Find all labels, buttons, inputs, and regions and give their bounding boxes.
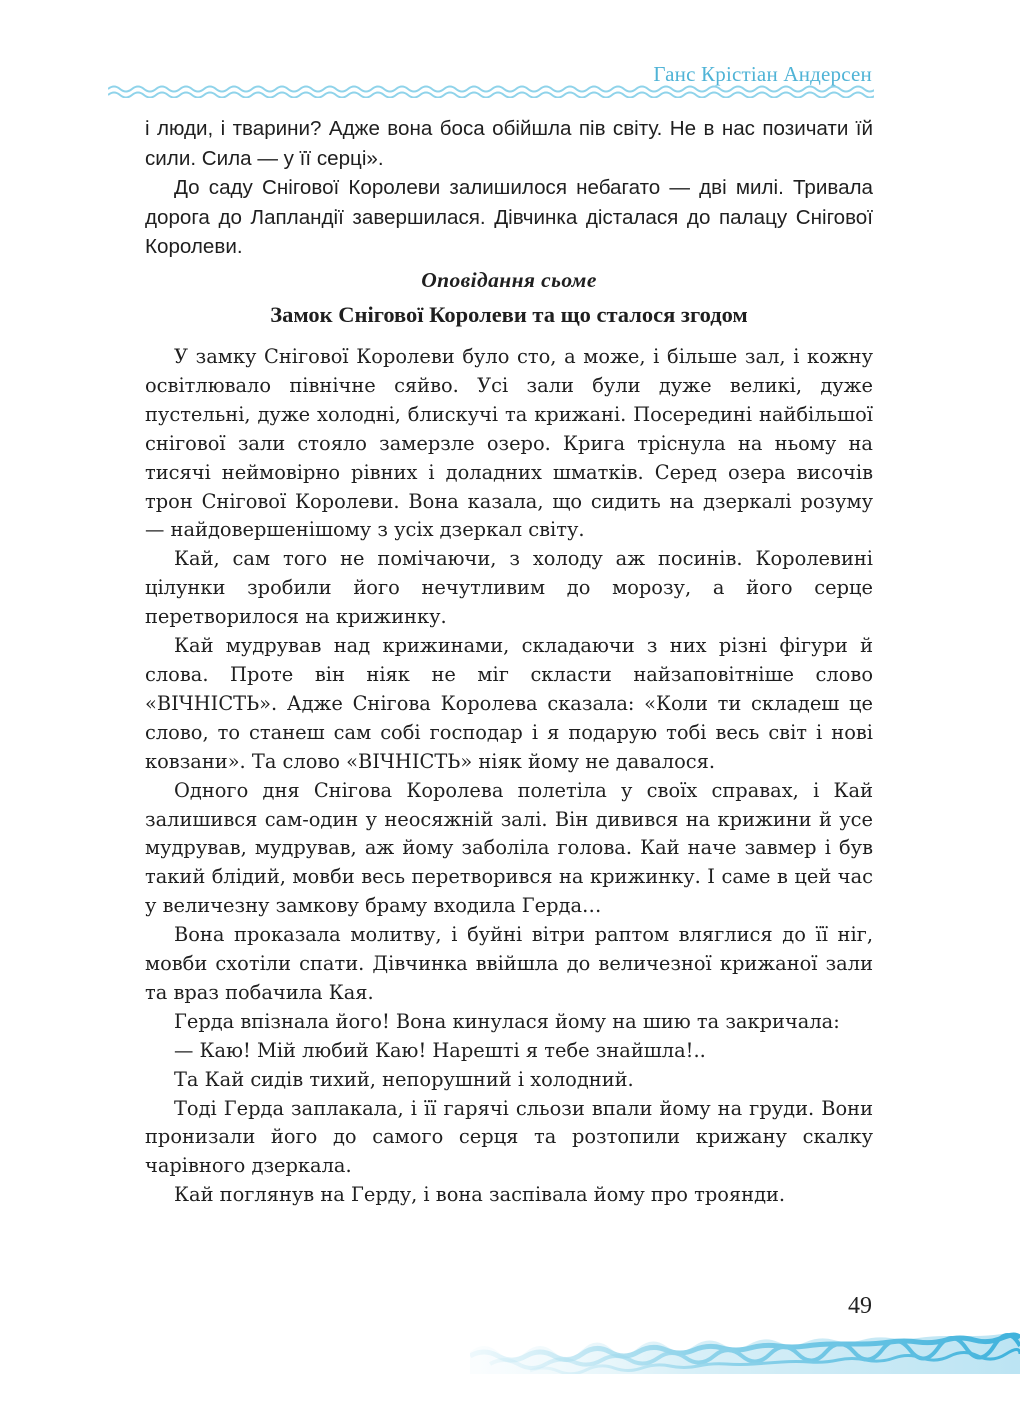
story-paragraph-10: Кай поглянув на Герду, і вона заспівала йому про троянди. (174, 1183, 786, 1207)
running-header-author: Ганс Крістіан Андерсен (653, 62, 872, 86)
story-paragraph-6: Герда впізнала його! Вона кинулася йому на шию та закричала: (174, 1009, 840, 1033)
story-paragraph-9: Тоді Герда заплакала, і її гарячі сльози впали йому на груди. Вони пронизали його до самого серця та розтопили крижану скалку чарівного дзеркала. (145, 1096, 873, 1178)
story-subtitle: Оповідання сьоме (421, 268, 597, 292)
story-paragraph-5: Вона проказала молитву, і буйні вітри раптом вляглися до її ніг, мовби схотіли спати. Дівчинка ввійшла до величезної крижаної зали та враз побачила Кая. (145, 923, 873, 1004)
header-wave-decoration (108, 84, 874, 98)
story-paragraph-4: Одного дня Снігова Королева полетіла у своїх справах, і Кай залишився сам-один у неосяжній залі. Він дивився на крижини й усе мудрував, мудрував, аж йому заболіла голова. Кай наче завмер і був такий блідий, мовби весь перетворився на крижинку. І саме в цей час у величезну замкову браму входила Герда… (145, 778, 873, 918)
intro-paragraph-2: До саду Снігової Королеви залишилося небагато — дві милі. Тривала дорога до Лапландії завершилася. Дівчинка дісталася до палацу Снігової Королеви. (145, 176, 873, 258)
story-paragraph-8: Та Кай сидів тихий, непорушний і холодний. (174, 1067, 634, 1091)
page-number: 49 (848, 1293, 872, 1319)
story-paragraph-3: Кай мудрував над крижинами, складаючи з них різні фігури й слова. Проте він ніяк не міг скласти найзаповітніше слово «ВІЧНІСТЬ». Адже Снігова Королева сказала: «Коли ти складеш це слово, то станеш сам собі господар і я подарую тобі весь світ і нові ковзани». Та слово «ВІЧНІСТЬ» ніяк йому не давалося. (145, 634, 873, 773)
footer-wave-decoration (470, 1330, 1020, 1374)
story-paragraph-2: Кай, сам того не помічаючи, з холоду аж посинів. Королевині цілунки зробили його нечутливим до морозу, а його серце перетворилося на крижинку. (145, 547, 873, 629)
intro-text (145, 114, 873, 262)
story-paragraph-7: — Каю! Мій любий Каю! Нарешті я тебе знайшла!.. (174, 1038, 706, 1062)
story-paragraph-1: У замку Снігової Королеви було сто, а може, і більше зал, і кожну освітлювало північне сяйво. Усі зали були дуже великі, дуже пустельні, дуже холодні, блискучі та крижані. Посередині найбільшої снігової зали стояло замерзле озеро. Крига тріснула на ньому на тисячі неймовірно рівних і доладних шматків. Серед озера височів трон Снігової Королеви. Вона казала, що сидить на дзеркалі розуму — найдовершенішому з усіх дзеркал світу. (145, 345, 873, 542)
story-body (145, 343, 873, 1210)
intro-paragraph-1: і люди, і тварини? Адже вона боса обійшла пів світу. Не в нас позичати їй сили. Сила — у її серці». (145, 117, 873, 170)
chapter-title: Замок Снігової Королеви та що сталося згодом (270, 302, 748, 327)
